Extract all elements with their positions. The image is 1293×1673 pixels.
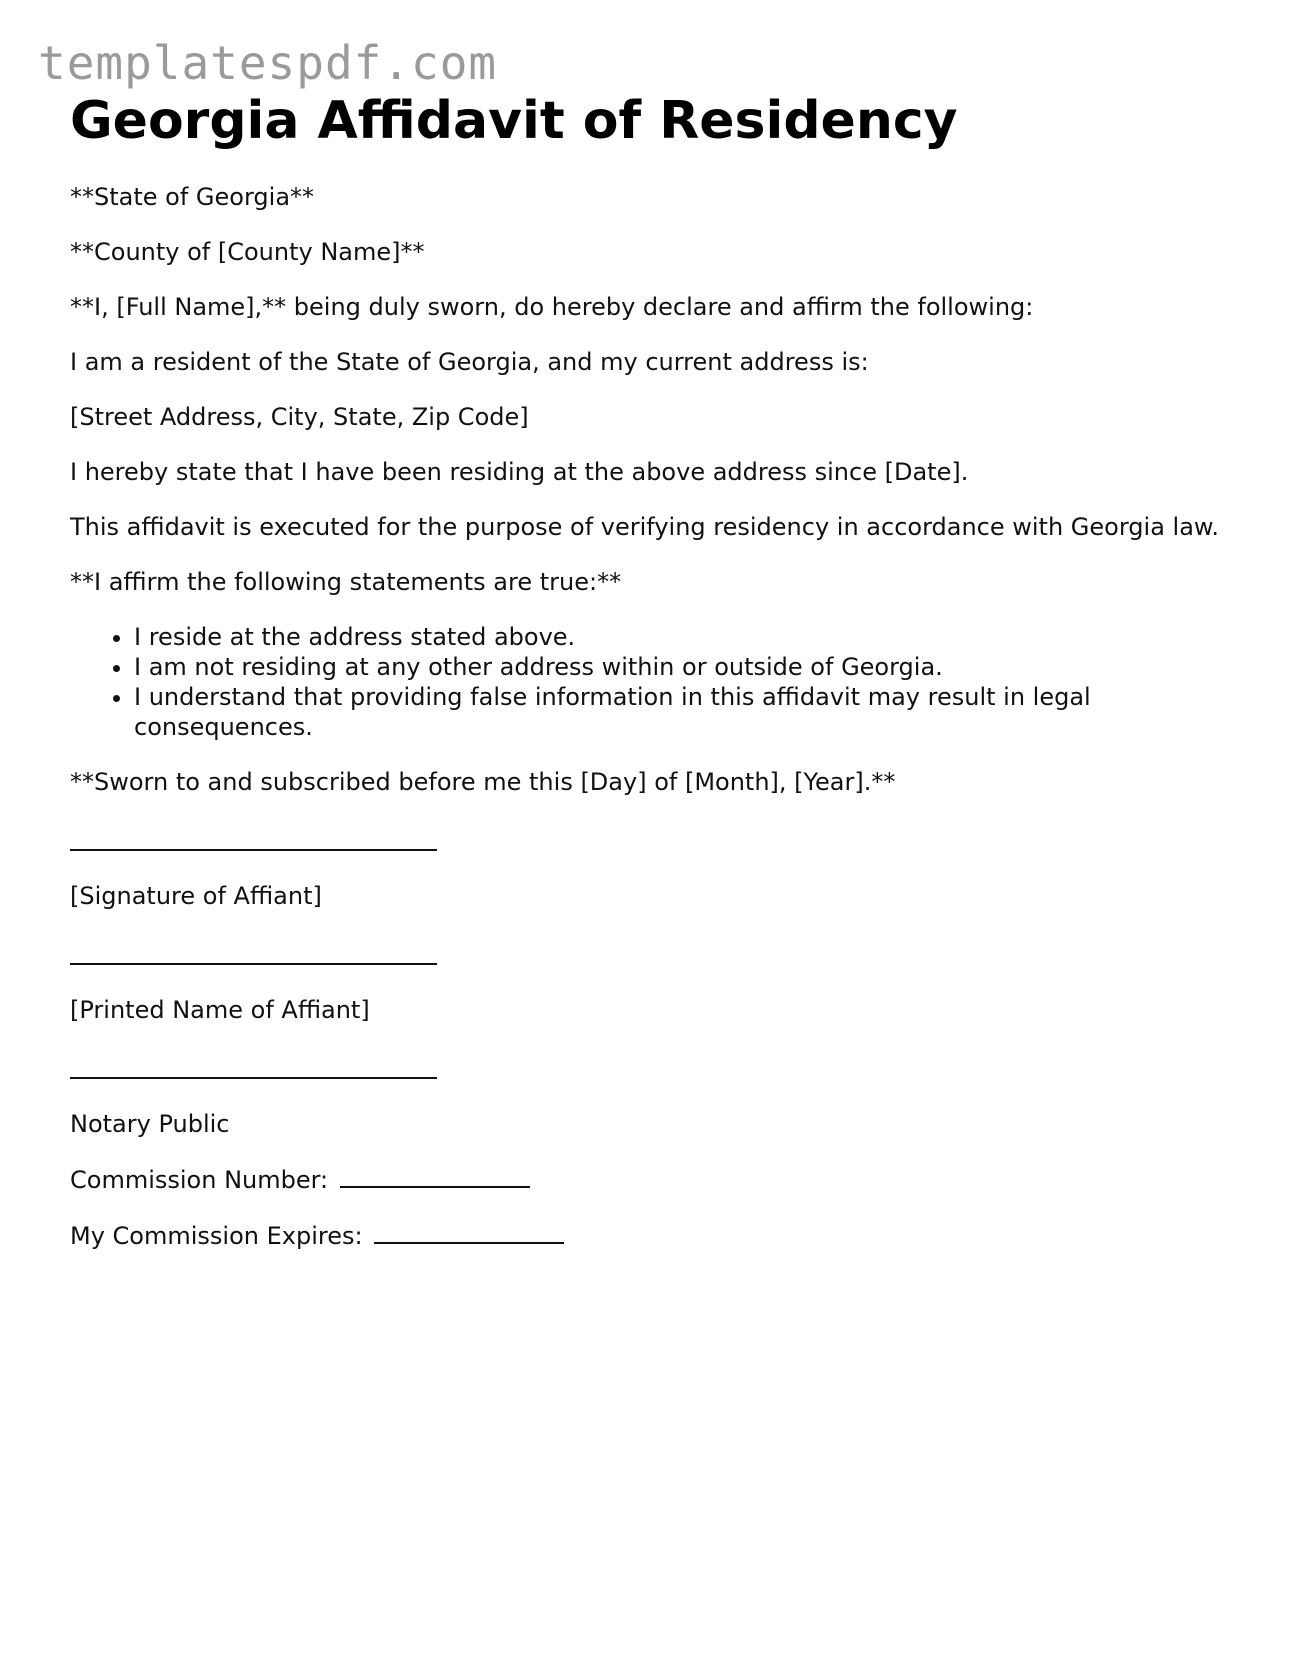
affirmation-list [70, 622, 1230, 742]
printed-name-label: [Printed Name of Affiant] [70, 996, 370, 1024]
printed-name-line[interactable] [70, 963, 437, 965]
document-body [70, 182, 1230, 1251]
commission-expires-field[interactable] [374, 1220, 564, 1244]
affirmation-item: • I am not residing at any other address within or outside of Georgia. [134, 652, 1230, 682]
affirmation-item: • I understand that providing false information in this affidavit may result in legal consequences. [134, 682, 1230, 742]
signature-line[interactable] [70, 849, 437, 851]
document-page [70, 0, 1230, 1276]
commission-number-row [70, 1164, 1230, 1195]
sworn-statement: **Sworn to and subscribed before me this [Day] of [Month], [Year].** [70, 768, 896, 796]
county-line: **County of [County Name]** [70, 238, 425, 266]
declaration-statement: **I, [Full Name],** being duly sworn, do hereby declare and affirm the following: [70, 293, 1034, 321]
residing-since-statement: I hereby state that I have been residing at the above address since [Date]. [70, 458, 969, 486]
address-placeholder: [Street Address, City, State, Zip Code] [70, 403, 529, 431]
watermark-logo: templatespdf.com [38, 36, 498, 90]
notary-signature-line[interactable] [70, 1077, 437, 1079]
resident-statement: I am a resident of the State of Georgia, and my current address is: [70, 348, 869, 376]
affirmation-item: • I reside at the address stated above. [134, 622, 1230, 652]
commission-expires-row [70, 1220, 1230, 1251]
purpose-statement: This affidavit is executed for the purpose of verifying residency in accordance with Georgia law. [70, 513, 1219, 541]
commission-number-field[interactable] [340, 1164, 530, 1188]
signature-label: [Signature of Affiant] [70, 882, 322, 910]
notary-public-label: Notary Public [70, 1110, 230, 1138]
state-line: **State of Georgia** [70, 183, 315, 211]
commission-expires-label: My Commission Expires: [70, 1222, 363, 1250]
affirm-heading: **I affirm the following statements are true:** [70, 568, 622, 596]
document-title: Georgia Affidavit of Residency [70, 91, 958, 151]
notary-block [70, 1109, 1230, 1251]
commission-number-label: Commission Number: [70, 1166, 329, 1194]
